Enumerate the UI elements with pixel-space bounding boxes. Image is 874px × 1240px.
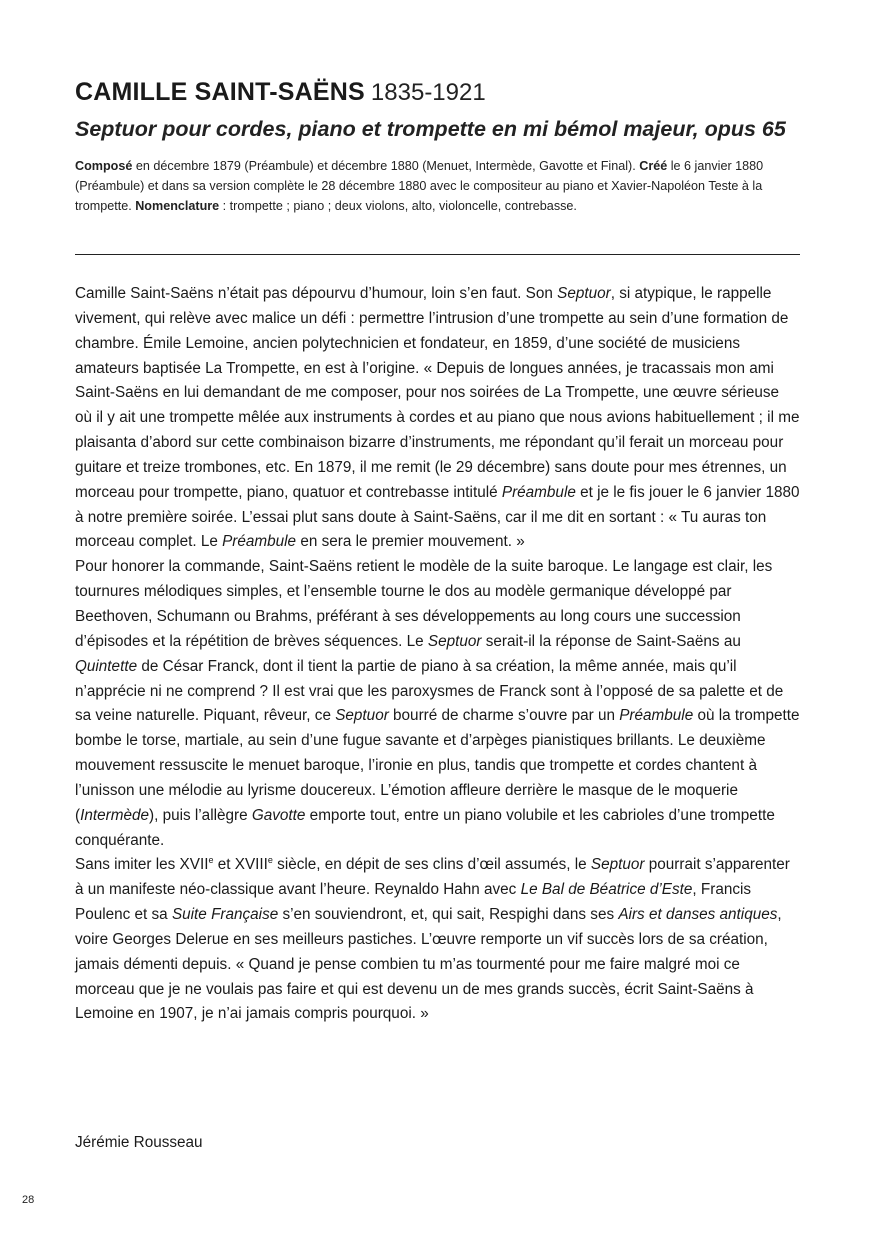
text-run: , si atypique, le rappelle vivement, qui relève avec malice un défi : permettre l’intrusion d’une trompette au sein d’une formation de chambre. Émile Lemoine, ancien polytechnicien et fondateur, en 1859, d’une société de musiciens amateurs baptisée La Trompette, en est à l’origine. « Depuis de longues années, je tracassais mon ami Saint-Saëns en lui demandant de me composer, pour nos soirées de La Trompette, une œuvre sérieuse où il y ait une trompette mêlée aux instruments à cordes et au piano que nous avions habituellement ; il me plaisanta d’abord sur cette combinaison bizarre d’instruments, me répondant qu’il ferait un morceau pour guitare et treize trombones, etc. En 1879, il me remit (le 29 décembre) sans doute pour mes étrennes, un morceau pour trompette, piano, quatuor et contrebasse intitulé (75, 285, 800, 501)
composed-label: Composé (75, 159, 133, 173)
paragraph-3 (75, 853, 800, 1027)
work-reference: Septuor (590, 856, 645, 874)
ordinal-suffix: e (267, 855, 273, 866)
work-reference: Quintette (75, 657, 138, 675)
text-run: Camille Saint-Saëns n’était pas dépourvu d’humour, loin s’en faut. Son (75, 285, 558, 302)
work-reference: Le Bal de Béatrice d’Este (520, 881, 693, 899)
program-note-body (75, 282, 800, 1027)
header-divider (75, 254, 800, 255)
text-run: , voire Georges Delerue en ses meilleurs pastiches. L’œuvre remporte un vif succès lors de sa création, jamais démenti depuis. « Quand je pense combien tu m’as tourmenté pour me faire malgré moi ce morceau que je ne voulais pas faire et qui est devenu un de mes grands succès, écrit Saint-Saëns à Lemoine en 1907, je n’ai jamais compris pourquoi. » (75, 906, 782, 1023)
text-run: et XVIII (213, 856, 268, 874)
text-run: emporte tout, entre un piano volubile et les cabrioles d’une trompette conquérante. (75, 806, 775, 849)
page-number: 28 (22, 1194, 35, 1206)
text-run: où la trompette bombe le torse, martiale, au sein d’une fugue savante et d’arpèges pianistiques brillants. Le deuxième mouvement ressuscite le menuet baroque, l’ironie en plus, tandis que trompette et cordes chantent à l’unisson une mélodie au lyrisme doucereux. L’émotion affleure derrière le masque de le moquerie ( (75, 707, 800, 824)
text-run: ), puis l’allègre (148, 806, 252, 824)
text-run: , Francis Poulenc et sa (75, 881, 752, 924)
created-label: Créé (639, 159, 668, 173)
work-reference: Septuor (557, 285, 611, 302)
work-metadata (75, 156, 800, 216)
text-run: bourré de charme s’ouvre par un (388, 707, 620, 725)
text-run: siècle, en dépit de ses clins d’œil assumés, le (272, 856, 591, 874)
work-reference: Septuor (427, 632, 482, 650)
nomenclature-label: Nomenclature (135, 199, 220, 213)
composed-text: en décembre 1879 (Préambule) et décembre 1880 (Menuet, Intermède, Gavotte et Final). (132, 159, 640, 173)
page-title (75, 72, 800, 110)
paragraph-1 (75, 282, 800, 555)
composer-dates: 1835-1921 (370, 79, 486, 106)
work-reference: Intermède (80, 806, 149, 824)
ordinal-suffix: e (208, 855, 214, 866)
created-text: le 6 janvier 1880 (Préambule) et dans sa version complète le 28 décembre 1880 avec le compositeur au piano et Xavier-Napoléon Teste à la trompette. (75, 159, 764, 213)
work-reference: Préambule (619, 707, 694, 725)
work-reference: Préambule (222, 533, 297, 551)
nomenclature-text: : trompette ; piano ; deux violons, alto, violoncelle, contrebasse. (219, 199, 577, 213)
text-run: serait-il la réponse de Saint-Saëns au (481, 632, 741, 650)
text-run: s’en souviendront, et, qui sait, Respighi dans ses (278, 906, 619, 924)
paragraph-2 (75, 555, 800, 853)
text-run: en sera le premier mouvement. » (296, 533, 525, 551)
author-signature: Jérémie Rousseau (75, 1134, 203, 1151)
program-note-header (75, 72, 800, 216)
text-run: de César Franck, dont il tient la partie de piano à sa création, la même année, mais qu’il n’apprécie ni ne comprend ? Il est vrai que les paroxysmes de Franck sont à l’opposé de sa palette et de sa veine naturelle. Piquant, rêveur, ce (75, 657, 784, 725)
work-reference: Préambule (501, 483, 576, 501)
text-run: Sans imiter les XVII (75, 856, 209, 874)
work-reference: Septuor (335, 707, 389, 725)
composer-name: CAMILLE SAINT-SAËNS (75, 78, 365, 106)
text-run: pourrait s’apparenter à un manifeste néo-classique avant l’heure. Reynaldo Hahn avec (75, 856, 790, 899)
work-title: Septuor pour cordes, piano et trompette en mi bémol majeur, opus 65 (75, 117, 786, 141)
work-reference: Suite Française (171, 906, 279, 924)
text-run: Pour honorer la commande, Saint-Saëns retient le modèle de la suite baroque. Le langage est clair, les tournures mélodiques simples, et l’ensemble tourne le dos au modèle germanique développé par Beethoven, Schumann ou Brahms, préférant à ses développements au long cours une succession d’épisodes et la répétition de brèves séquences. Le (75, 558, 773, 650)
work-reference: Gavotte (251, 806, 306, 824)
text-run: et je le fis jouer le 6 janvier 1880 à notre première soirée. L’essai plut sans doute à Saint-Saëns, car il me dit en sortant : « Tu auras ton morceau complet. Le (75, 483, 800, 551)
work-reference: Airs et danses antiques (618, 906, 778, 924)
